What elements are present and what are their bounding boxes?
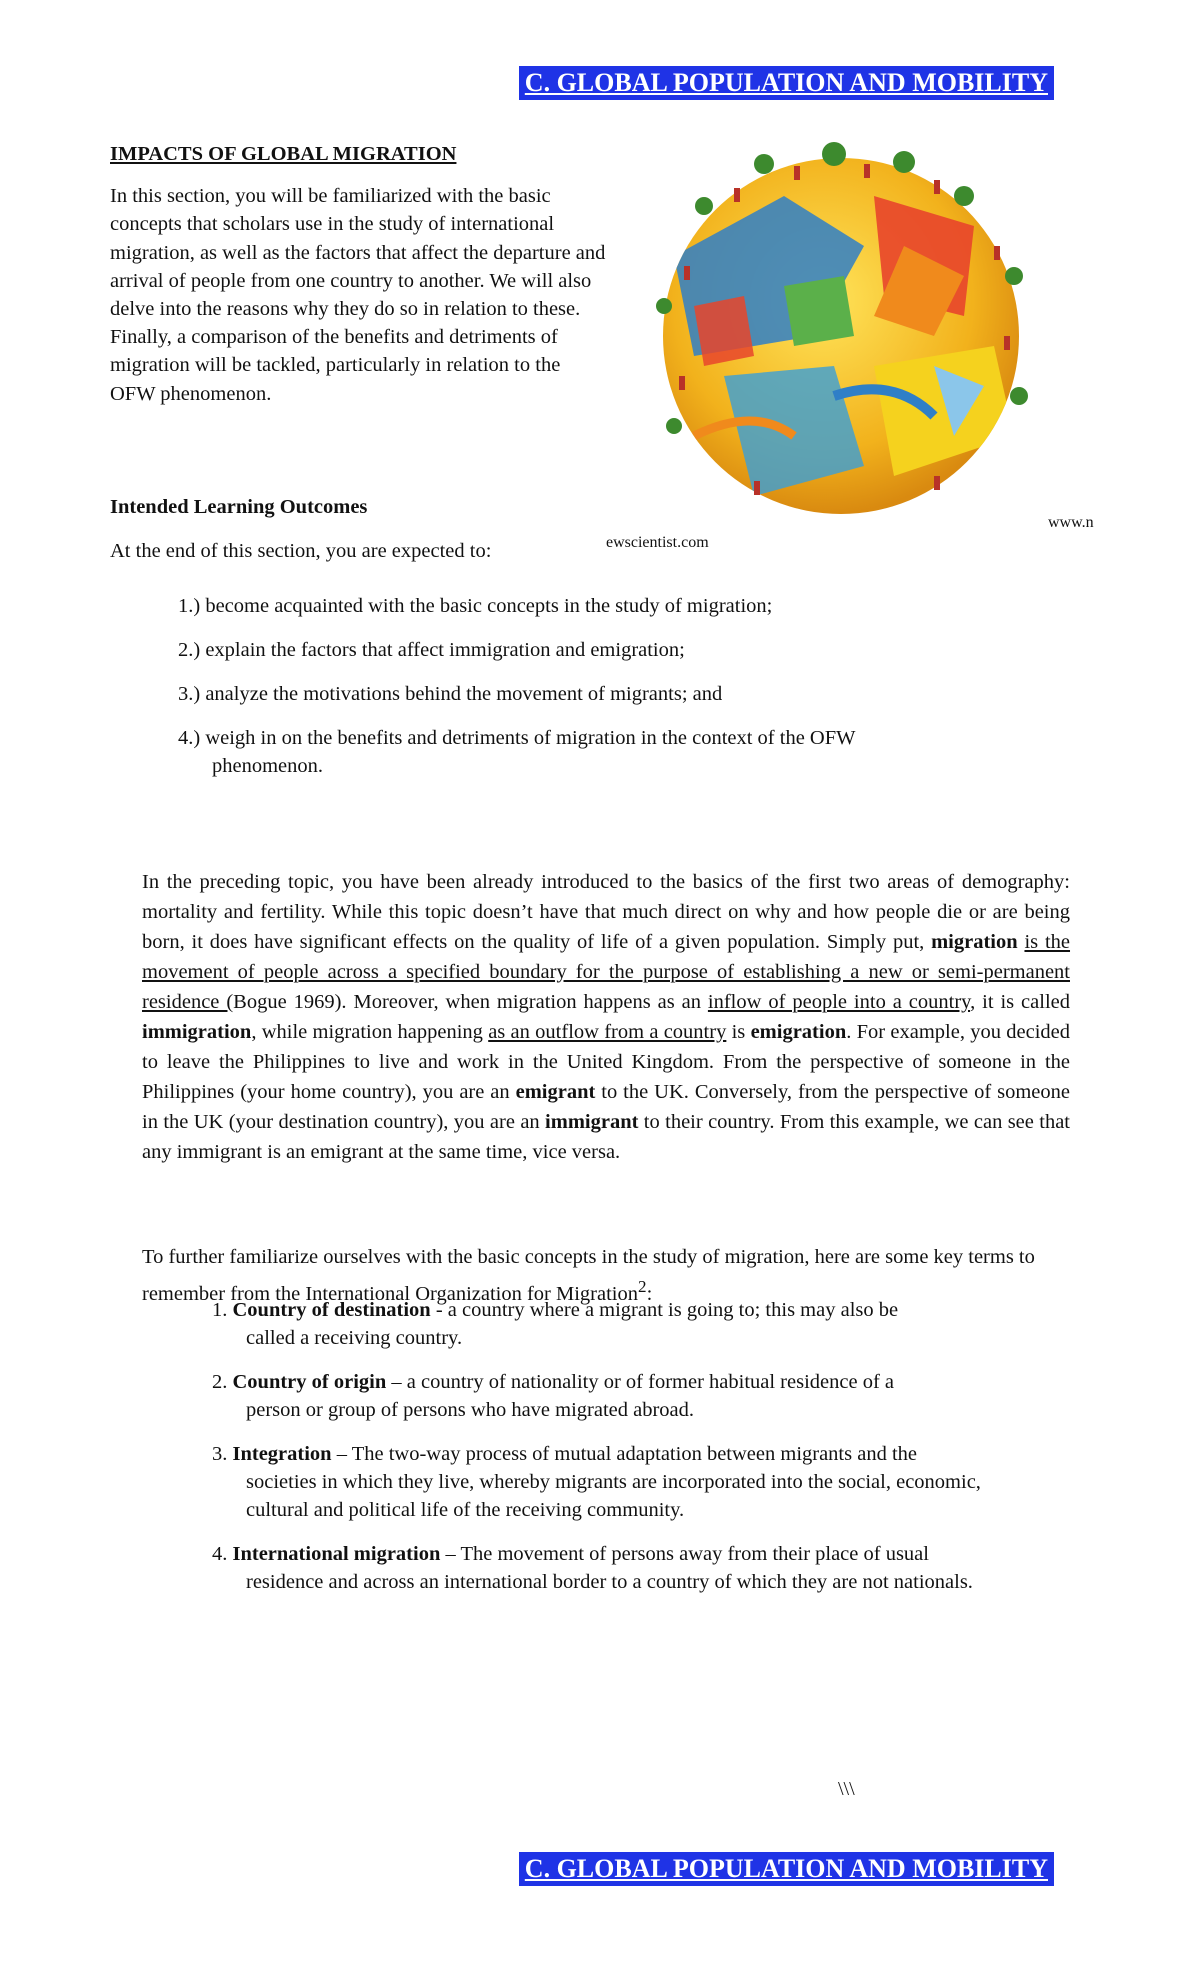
outflow-underlined: as an outflow from a country — [488, 1020, 727, 1043]
term-definition: The movement of persons away from their place of usual — [460, 1543, 929, 1565]
term-label: Country of origin — [232, 1371, 387, 1393]
item-number: 2.) — [178, 639, 201, 661]
body-paragraph-migration — [142, 867, 1070, 1167]
list-item — [178, 680, 978, 708]
text-run: Bogue 1969). Moreover, when migration happens as an — [233, 990, 708, 1013]
learning-outcomes-title: Intended Learning Outcomes — [110, 496, 368, 518]
item-number: 4.) — [178, 727, 201, 749]
list-item — [212, 1440, 1032, 1524]
term-migration: migration — [931, 930, 1018, 953]
term-definition-continued: called a receiving country. — [246, 1327, 463, 1349]
text-run: In the preceding topic, you have been already introduced to the basics of the first two areas of demography: mortality and fertility. While this topic doesn’t have that much direct on why and how people die or are being born, it does have significant effects on the quality of life of a given population. Simply put, — [142, 870, 1070, 953]
item-number: 1. — [212, 1299, 228, 1321]
list-item — [212, 1368, 1032, 1424]
list-item — [212, 1540, 1032, 1596]
image-credit-part2: ewscientist.com — [606, 534, 709, 551]
term-label: Country of destination — [232, 1299, 431, 1321]
term-definition: a country of nationality or of former habitual residence of a — [406, 1371, 895, 1393]
list-item — [212, 1296, 1032, 1352]
term-definition-continued: residence and across an international border to a country of which they are not nationals. — [246, 1571, 973, 1593]
definition-underlined: is the movement of people across a specified boundary for the purpose of establishing a new or semi-permanent residence ( — [142, 930, 1071, 1013]
item-number: 4. — [212, 1543, 228, 1565]
list-item — [178, 724, 978, 780]
text-run: , it is called — [970, 990, 1070, 1013]
learning-outcomes-list — [178, 592, 978, 796]
text-run: , while migration happening — [251, 1020, 489, 1043]
header-banner: C. GLOBAL POPULATION AND MOBILITY — [519, 66, 1054, 100]
footer-banner: C. GLOBAL POPULATION AND MOBILITY — [519, 1852, 1054, 1886]
intro-section — [110, 140, 610, 408]
learning-outcomes-lead: At the end of this section, you are expected to: — [110, 540, 492, 562]
item-number: 3.) — [178, 683, 201, 705]
term-definition: a country where a migrant is going to; this may also be — [447, 1299, 899, 1321]
term-emigrant: emigrant — [515, 1080, 596, 1103]
list-item — [178, 636, 978, 664]
item-text: weigh in on the benefits and detriments of migration in the context of the OFW — [205, 727, 856, 749]
footer-mark: \\\ — [838, 1778, 855, 1800]
section-heading: IMPACTS OF GLOBAL MIGRATION — [110, 143, 457, 165]
separator: – — [331, 1443, 352, 1465]
term-emigration: emigration — [750, 1020, 847, 1043]
item-text: become acquainted with the basic concepts in the study of migration; — [205, 595, 773, 617]
separator: – — [386, 1371, 407, 1393]
term-label: Integration — [232, 1443, 332, 1465]
globe-illustration — [634, 136, 1048, 526]
term-immigration: immigration — [142, 1020, 252, 1043]
item-text: analyze the motivations behind the movement of migrants; and — [205, 683, 723, 705]
term-immigrant: immigrant — [545, 1110, 639, 1133]
text-run: To further familiarize ourselves with the basic concepts in the study of migration, here are some key terms to remember from the International Organization for Migration — [142, 1245, 1035, 1305]
term-definition-continued: societies in which they live, whereby migrants are incorporated into the social, economic, cultural and political life of the receiving community. — [246, 1471, 981, 1521]
text-run: : — [646, 1282, 653, 1305]
key-terms-list — [212, 1296, 1032, 1612]
term-label: International migration — [232, 1543, 441, 1565]
inflow-underlined: inflow of people into a country — [707, 990, 971, 1013]
term-definition-continued: person or group of persons who have migrated abroad. — [246, 1399, 695, 1421]
list-item — [178, 592, 978, 620]
separator: – — [440, 1543, 461, 1565]
item-number: 1.) — [178, 595, 201, 617]
footnote-marker: 2 — [638, 1276, 647, 1296]
item-text: explain the factors that affect immigration and emigration; — [205, 639, 685, 661]
item-text-continued: phenomenon. — [212, 755, 324, 777]
image-credit-part1: www.n — [1048, 514, 1094, 531]
text-run: to the UK. Conversely, from the perspective of someone in the UK (your destination country), you are an — [142, 1080, 1070, 1133]
text-run: . For example, you decided to leave the Philippines to live and work in the United Kingdom. From the perspective of someone in the Philippines (your home country), you are an — [142, 1020, 1070, 1103]
text-run: is — [726, 1020, 751, 1043]
item-number: 2. — [212, 1371, 228, 1393]
text-run: to their country. From this example, we can see that any immigrant is an emigrant at the same time, vice versa. — [142, 1110, 1070, 1163]
item-number: 3. — [212, 1443, 228, 1465]
term-definition: The two-way process of mutual adaptation between migrants and the — [351, 1443, 918, 1465]
intro-paragraph: In this section, you will be familiarized with the basic concepts that scholars use in the study of international migration, as well as the factors that affect the departure and arrival of people from one country to another. We will also delve into the reasons why they do so in relation to these. Finally, a comparison of the benefits and detriments of migration will be tackled, particularly in relation to the OFW phenomenon. — [110, 185, 606, 405]
separator: - — [430, 1299, 448, 1321]
